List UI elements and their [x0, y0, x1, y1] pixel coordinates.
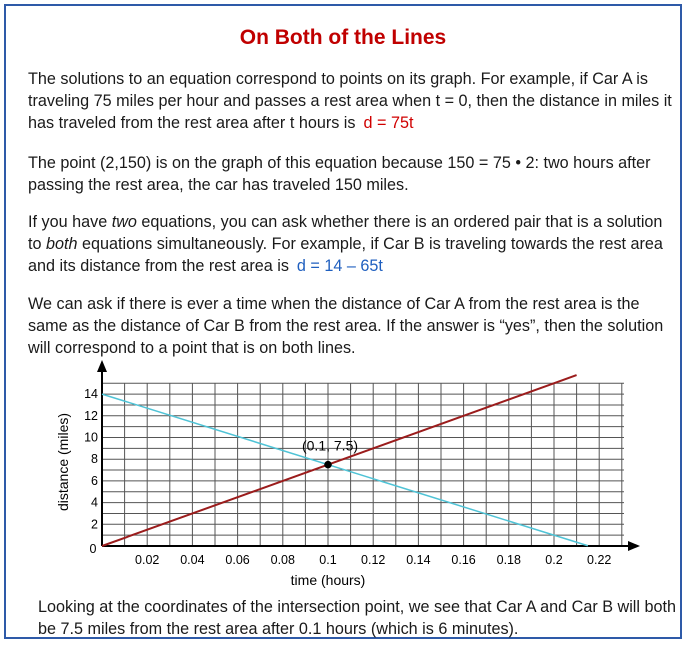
y-tick-label: 14	[84, 387, 98, 402]
x-tick-label: 0.16	[451, 553, 476, 567]
x-tick-label: 0.1	[319, 553, 337, 567]
x-tick-label: 0.22	[587, 553, 612, 567]
emphasis-two: two	[111, 213, 137, 231]
page-title: On Both of the Lines	[239, 26, 447, 49]
chart-svg	[46, 358, 646, 593]
intersection-graph	[46, 358, 646, 598]
y-tick-label: 4	[91, 495, 98, 510]
paragraph-conclusion: Looking at the coordinates of the intersection point, we see that Car A and Car B will both be 7.5 miles from the rest area after 0.1 hours (which is 6 minutes).	[38, 598, 676, 638]
chart-series	[102, 375, 588, 546]
paragraph-intro	[28, 68, 674, 134]
x-tick-label: 0.14	[406, 553, 431, 567]
intersection-point	[324, 461, 332, 469]
x-tick-label: 0.02	[135, 553, 160, 567]
chart-annotation	[302, 438, 358, 469]
equation-car-b: d = 14 – 65t	[296, 257, 383, 275]
paragraph-two-equations	[28, 211, 674, 277]
x-tick-label: 0.08	[270, 553, 295, 567]
x-tick-label: 0.2	[545, 553, 563, 567]
y-axis-arrow	[97, 360, 107, 372]
y-tick-label: 8	[91, 452, 98, 467]
x-tick-label: 0.04	[180, 553, 205, 567]
origin-label: 0	[89, 542, 97, 556]
chart-grid	[102, 383, 624, 546]
equation-car-a: d = 75t	[363, 114, 414, 132]
paragraph-point-example: The point (2,150) is on the graph of this equation because 150 = 75 • 2: two hours after passing the rest area, the car has traveled 150 miles.	[28, 154, 651, 194]
x-tick-label: 0.06	[225, 553, 250, 567]
chart-axes	[97, 360, 640, 551]
x-axis-arrow	[628, 541, 640, 551]
x-axis-label: time (hours)	[290, 572, 366, 588]
y-axis-label: distance (miles)	[55, 412, 71, 512]
y-tick-label: 12	[84, 408, 98, 423]
chart-ticks	[84, 387, 611, 567]
x-tick-label: 0.12	[361, 553, 386, 567]
content-frame	[4, 4, 682, 639]
y-tick-label: 6	[91, 473, 98, 488]
intersection-label: (0.1, 7.5)	[301, 437, 359, 454]
paragraph-question: We can ask if there is ever a time when the distance of Car A from the rest area is the same as the distance of Car B from the rest area. If the answer is “yes”, then the solution will correspond to a point that is on both lines.	[28, 295, 664, 357]
emphasis-both: both	[46, 235, 78, 253]
paragraph-two-equations-post: equations simultaneously. For example, if Car B is traveling towards the rest area and its distance from the rest area is	[28, 235, 663, 275]
x-tick-label: 0.18	[496, 553, 521, 567]
paragraph-two-equations-mid: equations, you can ask whether there is an ordered pair that is a solution to	[28, 213, 663, 253]
paragraph-intro-text: The solutions to an equation correspond to points on its graph. For example, if Car A is traveling 75 miles per hour and passes a rest area when t = 0, then the distance in miles it has traveled from the rest area after t hours is	[28, 70, 672, 132]
y-tick-label: 10	[84, 430, 98, 445]
y-tick-label: 2	[91, 517, 98, 532]
paragraph-two-equations-pre: If you have	[28, 213, 112, 231]
